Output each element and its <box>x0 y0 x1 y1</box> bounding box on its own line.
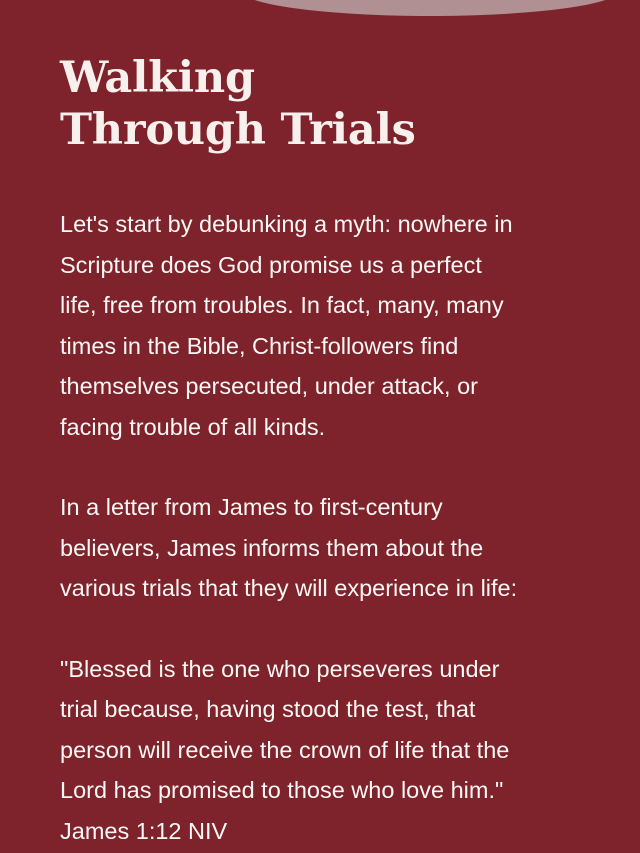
article <box>60 52 620 851</box>
verse-reference: James 1:12 NIV <box>60 817 228 844</box>
paragraph-james-letter <box>60 487 620 609</box>
paragraph-line: Let's start by debunking a myth: nowhere in <box>60 211 513 237</box>
quote-line: person will receive the crown of life that the <box>60 736 510 763</box>
paragraph-line: themselves persecuted, under attack, or <box>60 373 478 399</box>
page-title <box>60 52 620 156</box>
paragraph-line: life, free from troubles. In fact, many, many <box>60 292 504 318</box>
paragraph-verse-quote <box>60 649 620 852</box>
paragraph-line: various trials that they will experience in life: <box>60 575 518 601</box>
top-arc-decoration <box>240 0 620 16</box>
title-line-1: Walking <box>60 53 255 103</box>
paragraph-line: times in the Bible, Christ-followers find <box>60 332 459 359</box>
quote-line: Lord has promised to those who love him." <box>60 777 504 803</box>
paragraph-intro <box>60 204 620 447</box>
paragraph-line: facing trouble of all kinds. <box>60 413 326 440</box>
title-line-2: Through Trials <box>60 105 416 155</box>
quote-line: "Blessed is the one who perseveres under <box>60 655 500 682</box>
paragraph-line: Scripture does God promise us a perfect <box>60 251 482 278</box>
paragraph-line: believers, James informs them about the <box>60 534 484 561</box>
paragraph-line: In a letter from James to first-century <box>60 494 443 520</box>
quote-line: trial because, having stood the test, that <box>60 696 476 722</box>
